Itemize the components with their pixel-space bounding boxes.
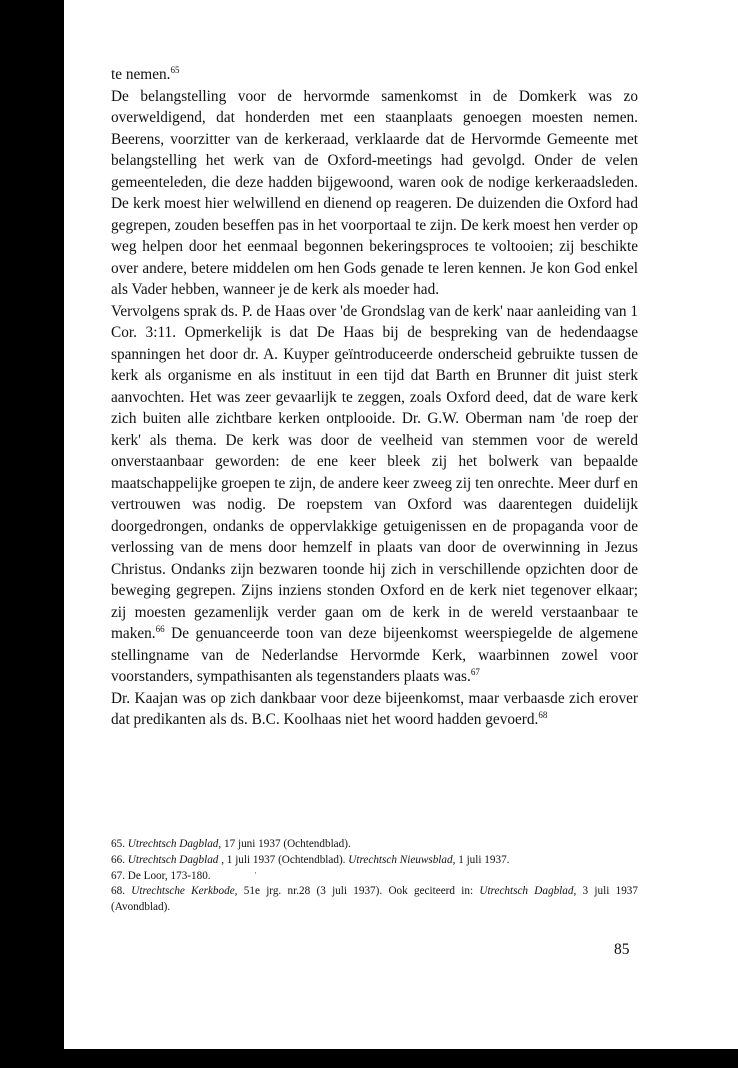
page-number: 85 xyxy=(614,941,630,958)
stray-mark: · xyxy=(254,868,257,878)
paragraph-1: te nemen.$^{65}$ xyxy=(111,65,180,83)
footnotes xyxy=(111,837,638,916)
scan-bottom-border xyxy=(64,1049,738,1068)
paragraph-4: Dr. Kaajan was op zich dankbaar voor deze bijeenkomst, maar verbaasde zich erover dat predikanten als ds. B.C. Koolhaas niet het woord hadden gevoerd.$^{68}$ xyxy=(111,689,638,728)
paragraph-2: De belangstelling voor de hervormde samenkomst in de Domkerk was zo overweldigend, dat honderden met een staanplaats genoegen moesten nemen. Beerens, voorzitter van de kerkeraad, verklaarde dat de Hervormde Gemeente met belangstelling het werk van de Oxford-meetings had gevolgd. Onder de velen gemeenteleden, die deze hadden bijgewoond, waren ook de nodige kerkeraadsleden. De kerk moest hier welwillend en dienend op reageren. De duizenden die Oxford had gegrepen, zouden beseffen pas in het voorportaal te zijn. De kerk moest hen verder op weg helpen door het eenmaal begonnen bekeringsproces te voltooien; zij beschikte over andere, betere middelen om hen Gods genade te leren kennen. Je kon God enkel als Vader hebben, wanneer je de kerk als moeder had. xyxy=(111,87,638,298)
footnote-67: 67. De Loor, 173-180. xyxy=(111,869,211,882)
footnote-ref-67[interactable]: 67 xyxy=(470,667,480,677)
page-body xyxy=(111,64,638,731)
footnote-ref-68[interactable]: 68 xyxy=(538,710,548,720)
scan-left-border xyxy=(0,0,64,1068)
footnote-66: 66. Utrechtsch Dagblad , 1 juli 1937 (Ochtendblad). Utrechtsch Nieuwsblad, 1 juli 1937. xyxy=(111,853,510,866)
footnote-ref-65[interactable]: 65 xyxy=(170,65,180,75)
footnote-65: 65. Utrechtsch Dagblad, 17 juni 1937 (Ochtendblad). xyxy=(111,838,351,850)
paragraph-3: Vervolgens sprak ds. P. de Haas over 'de Grondslag van de kerk' naar aanleiding van 1 Cor. 3:11. Opmerkelijk is dat De Haas bij de bespreking van de hedendaagse spanningen het door dr. A. Kuyper geïntroduceerde onderscheid gebruikte tussen de kerk als organisme en als instituut in een tijd dat Barth en Brunner dit juist sterk aanvochten. Het was zeer gevaarlijk te zeggen, zoals Oxford deed, dat de ware kerk zich buiten alle zichtbare kerken ontplooide. Dr. G.W. Oberman nam 'de roep der kerk' als thema. De kerk was door de veelheid van stemmen voor de wereld onverstaanbaar geworden: de ene keer bleek zij het bolwerk van bepaalde maatschappelijke groepen te zijn, de andere keer zweeg zij ten onrechte. Meer durf en vertrouwen was nodig. De roepstem van Oxford was daarentegen duidelijk doorgedrongen, ondanks de oppervlakkige getuigenissen en de propaganda voor de verlossing van de mens door hemzelf in plaats van door de overwinning in Jezus Christus. Ondanks zijn bezwaren toonde hij zich in verschillende opzichten door de beweging gegrepen. Zijns inziens stonden Oxford en de kerk niet tegenover elkaar; zij moesten gezamenlijk verder gaan om de kerk in de wereld verstaanbaar te maken.$^{66}$ De genuanceerde toon van deze bijeenkomst weerspiegelde de algemene stellingname van de Nederlandse Hervormde Kerk, waarbinnen zowel voor voorstanders, sympathisanten als tegenstanders plaats was.$^{67}$ xyxy=(111,302,638,685)
footnote-68: 68. Utrechtsche Kerkbode, 51e jrg. nr.28 (3 juli 1937). Ook geciteerd in: Utrechtsch Dagblad, 3 juli 1937 (Avondblad). xyxy=(111,885,638,914)
footnote-ref-66[interactable]: 66 xyxy=(155,624,165,634)
